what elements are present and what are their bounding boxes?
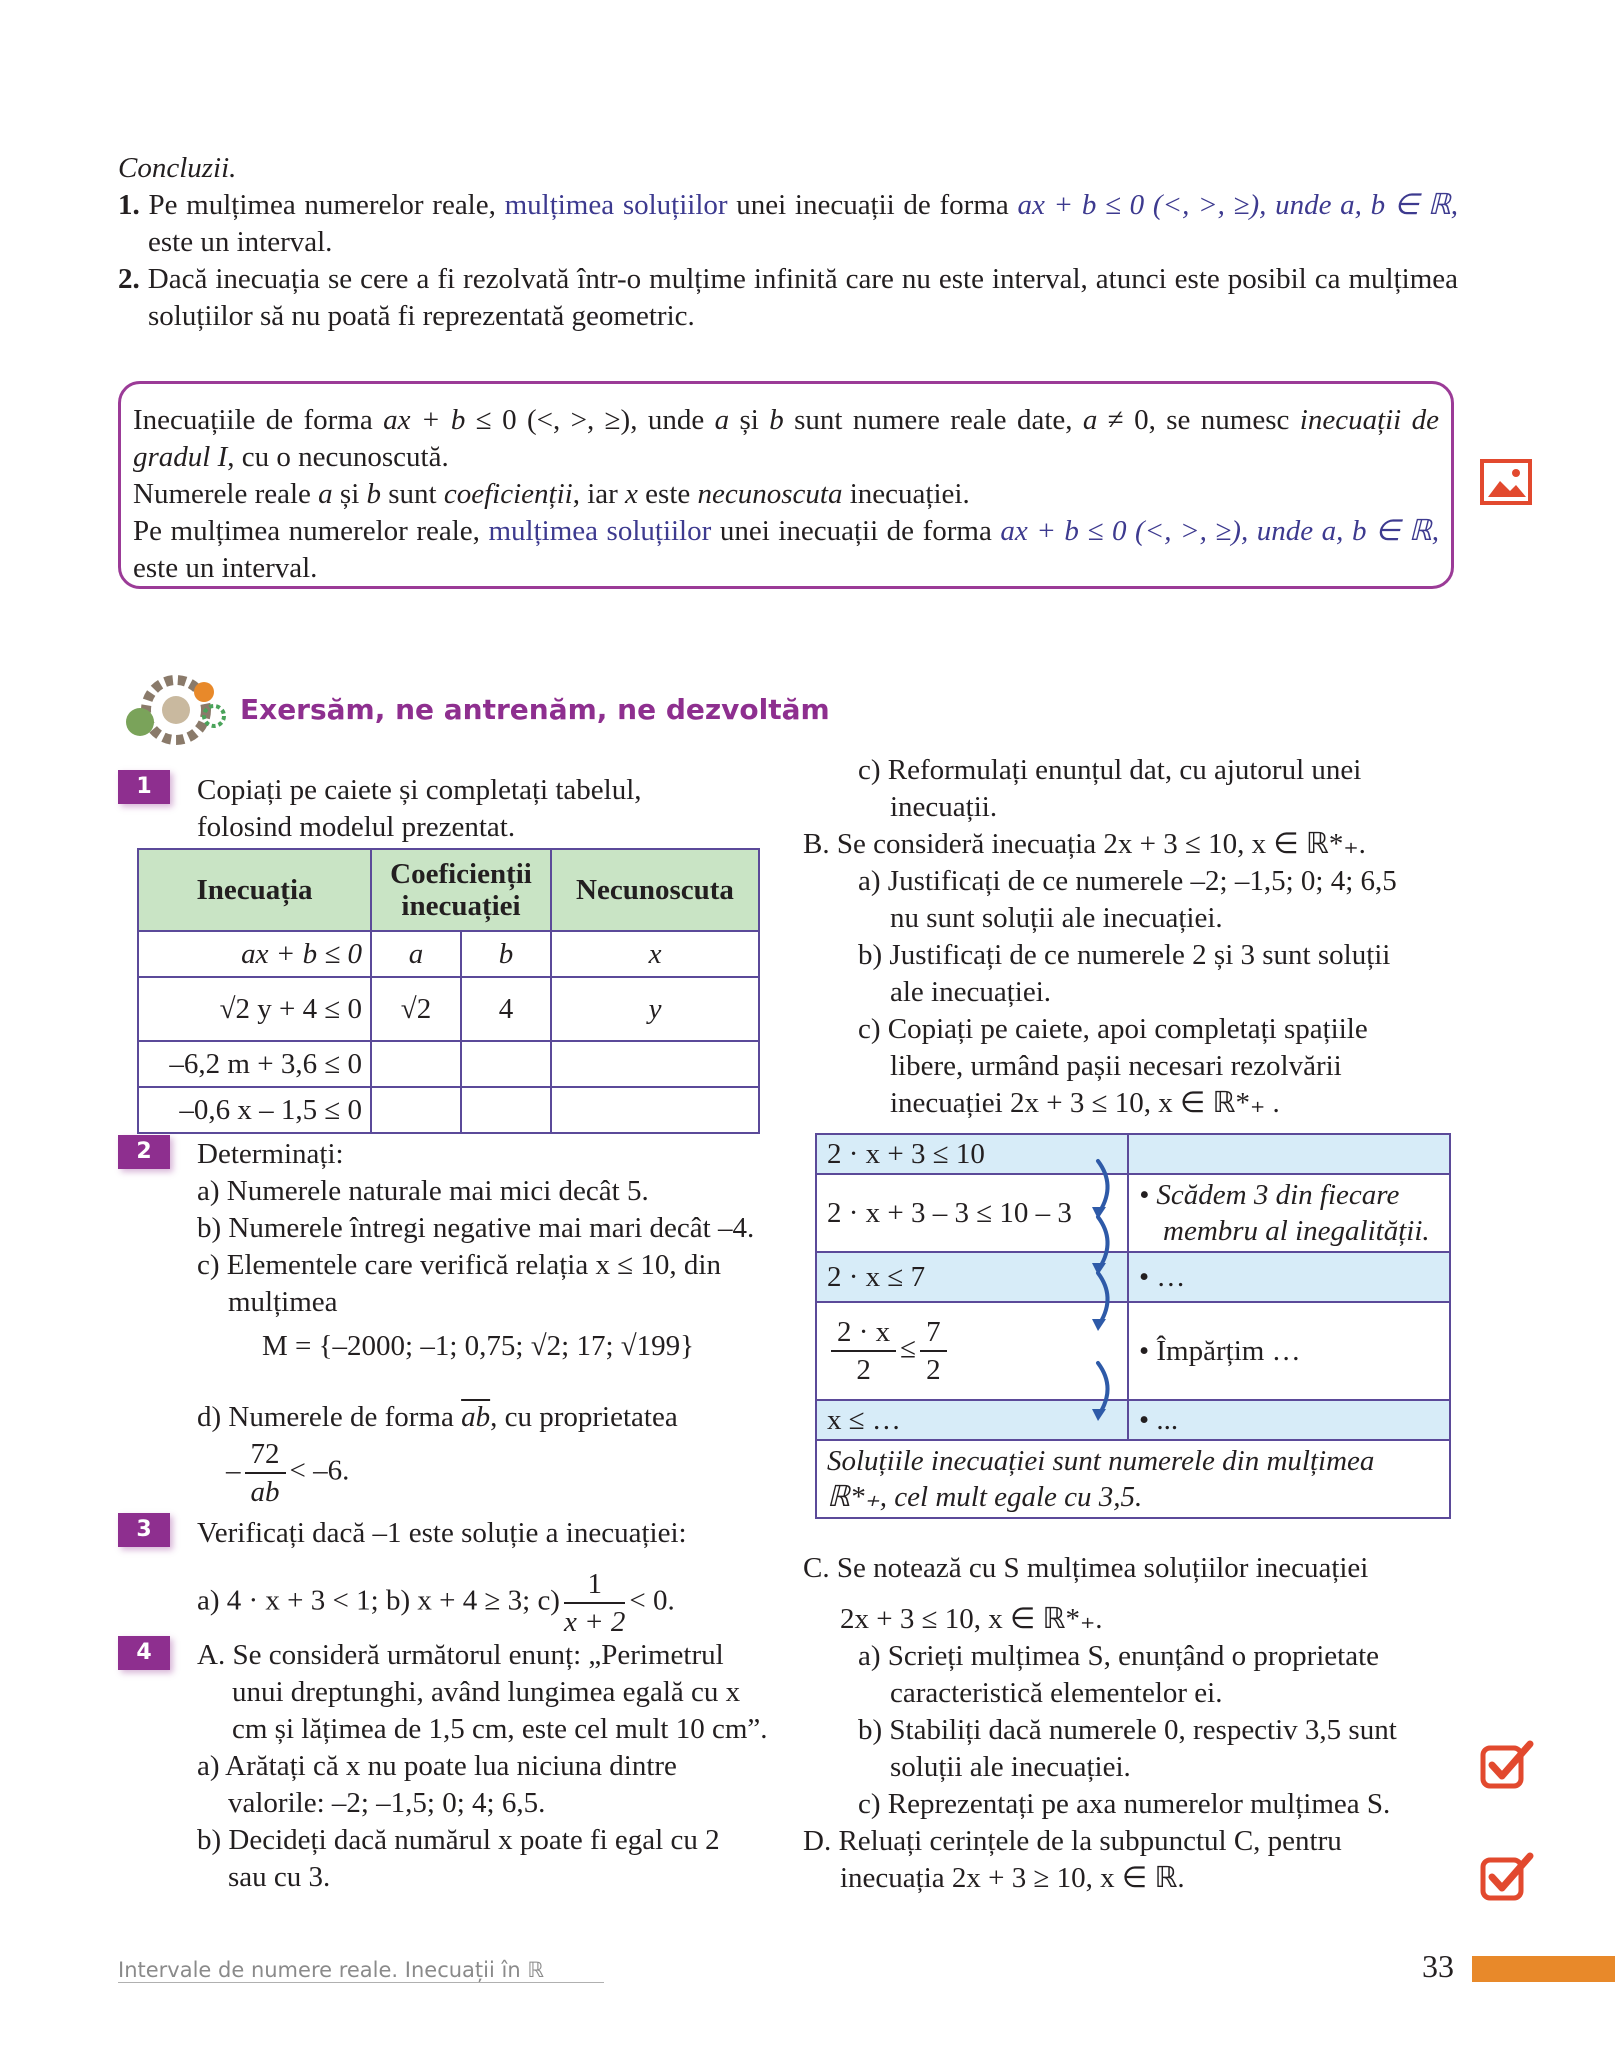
right-Ca-1: a) Scrieți mulțimea S, enunțând o proprietate: [858, 1640, 1380, 1672]
right-c-1: c) Reformulați enunțul dat, cu ajutorul unei: [858, 754, 1362, 786]
ex3-items: a) 4 · x + 3 < 1; b) x + 4 ≥ 3; c) $\frac{1}{x + 2}$ < 0.: [197, 1568, 675, 1638]
ex4-A-2: unui dreptunghi, având lungimea egală cu x: [232, 1676, 741, 1708]
table-row: 2 · x ≤ 7 • …: [816, 1252, 1450, 1302]
right-D-1: D. Reluați cerințele de la subpunctul C, pentru: [803, 1825, 1342, 1857]
ex1-text-2: folosind modelul prezentat.: [197, 811, 516, 843]
right-Ba-1: a) Justificați de ce numerele –2; –1,5; 0; 4; 6,5: [858, 865, 1397, 897]
ex4-a-1: a) Arătați că x nu poate lua niciuna dintre: [197, 1750, 677, 1782]
definition-line-3: Pe mulțimea numerelor reale, mulțimea soluțiilor unei inecuații de forma ax + b ≤ 0 (<, >, ≥), unde a, b ∈ ℝ, este un interval.: [133, 515, 1440, 584]
ex2-item-c-2: mulțimea: [228, 1286, 338, 1318]
right-Bc-2: libere, urmând pașii necesari rezolvării: [890, 1050, 1342, 1082]
step-arrows: [1086, 1155, 1126, 1425]
table-header-unknown: Necunoscuta: [551, 849, 759, 931]
table-row: $\frac{2 \cdot x}{2}$ ≤ $\frac{7}{2}$ • Împărțim …: [816, 1302, 1450, 1400]
ex2-item-a: a) Numerele naturale mai mici decât 5.: [197, 1175, 649, 1207]
ex4-A-1: A. Se consideră următorul enunț: „Perimetrul: [197, 1639, 724, 1671]
footer-title: Intervale de numere reale. Inecuații în ℝ: [118, 1958, 604, 1983]
table-row: 2 · x + 3 – 3 ≤ 10 – 3 • Scădem 3 din fiecare membru al inegalității.: [816, 1174, 1450, 1252]
ex4-A-3: cm și lățimea de 1,5 cm, este cel mult 10 cm”.: [232, 1713, 768, 1745]
ex1-text-1: Copiați pe caiete și completați tabelul,: [197, 774, 642, 806]
table-header-inequation: Inecuația: [138, 849, 371, 931]
page-accent-bar: [1472, 1956, 1615, 1982]
ex2-d-condition: – $\frac{72}{ab}$ < –6.: [226, 1438, 350, 1508]
right-D-2: inecuația 2x + 3 ≥ 10, x ∈ ℝ.: [840, 1862, 1185, 1894]
ex2-item-c: c) Elementele care verifică relația x ≤ 10, din: [197, 1249, 721, 1281]
definition-box: [118, 381, 1454, 589]
conclusions-title: Concluzii.: [118, 152, 237, 184]
check-icon[interactable]: [1480, 1850, 1536, 1902]
conclusions-section: [118, 150, 1458, 335]
ex2-item-b: b) Numerele întregi negative mai mari decât –4.: [197, 1212, 755, 1244]
exercise-number-3: 3: [118, 1513, 170, 1547]
table-row: Soluțiile inecuației sunt numerele din mulțimea ℝ*₊, cel mult egale cu 3,5.: [816, 1440, 1450, 1518]
right-Cc: c) Reprezentați pe axa numerelor mulțimea S.: [858, 1788, 1391, 1820]
table-row: –6,2 m + 3,6 ≤ 0: [138, 1041, 759, 1087]
table-header-coefficients: Coeficienții inecuației: [371, 849, 551, 931]
right-Cb-2: soluții ale inecuației.: [890, 1751, 1131, 1783]
right-Bb-1: b) Justificați de ce numerele 2 și 3 sunt soluții: [858, 939, 1391, 971]
table-row: ax + b ≤ 0 a b x: [138, 931, 759, 977]
conclusion-item-2: 2. Dacă inecuația se cere a fi rezolvată într-o mulțime infinită care nu este interval, atunci este posibil ca mulțimea soluțiilor să nu poată fi reprezentată geometric.: [118, 263, 1459, 332]
ex2-item-d: d) Numerele de forma $\overline{ab}$, cu proprietatea: [197, 1401, 678, 1433]
right-Cb-1: b) Stabiliți dacă numerele 0, respectiv 3,5 sunt: [858, 1714, 1397, 1746]
right-Ba-2: nu sunt soluții ale inecuației.: [890, 902, 1223, 934]
ex2-title: Determinați:: [197, 1138, 344, 1170]
exercise-number-2: 2: [118, 1135, 170, 1169]
definition-line-2: Numerele reale a și b sunt coeficienții, iar x este necunoscuta inecuației.: [133, 478, 970, 510]
exercise-number-4: 4: [118, 1636, 170, 1670]
right-C-1: C. Se notează cu S mulțimea soluțiilor inecuației: [803, 1552, 1369, 1584]
table-row: x ≤ … • ...: [816, 1400, 1450, 1440]
right-Bc-3: inecuației 2x + 3 ≤ 10, x ∈ ℝ*₊ .: [890, 1087, 1280, 1119]
ex4-a-2: valorile: –2; –1,5; 0; 4; 6,5.: [228, 1787, 546, 1819]
coefficients-table: [137, 848, 760, 1134]
ex3-text: Verificați dacă –1 este soluție a inecuației:: [197, 1517, 687, 1549]
right-C-2: 2x + 3 ≤ 10, x ∈ ℝ*₊.: [840, 1603, 1103, 1635]
right-Ca-2: caracteristică elementelor ei.: [890, 1677, 1223, 1709]
gears-icon: [118, 670, 230, 750]
right-Bb-2: ale inecuației.: [890, 976, 1052, 1008]
page-number: 33: [1422, 1948, 1454, 1984]
table-row: √2 y + 4 ≤ 0 √2 4 y: [138, 977, 759, 1041]
check-icon[interactable]: [1480, 1738, 1536, 1790]
table-row: –0,6 x – 1,5 ≤ 0: [138, 1087, 759, 1133]
solving-steps-table: [815, 1133, 1451, 1519]
image-icon[interactable]: [1480, 459, 1532, 505]
ex4-b-2: sau cu 3.: [228, 1861, 331, 1893]
definition-line-1: Inecuațiile de forma ax + b ≤ 0 (<, >, ≥), unde a și b sunt numere reale date, a ≠ 0, se numesc inecuații de gradul I, cu o necunoscută.: [133, 404, 1439, 473]
table-row: 2 · x + 3 ≤ 10: [816, 1134, 1450, 1174]
right-B: B. Se consideră inecuația 2x + 3 ≤ 10, x ∈ ℝ*₊.: [803, 828, 1366, 860]
ex4-b-1: b) Decideți dacă numărul x poate fi egal cu 2: [197, 1824, 720, 1856]
conclusion-item-1: 1. Pe mulțimea numerelor reale, mulțimea soluțiilor unei inecuații de forma ax + b ≤ 0 (<, >, ≥), unde a, b ∈ ℝ, este un interval.: [118, 189, 1459, 258]
exercise-number-1: 1: [118, 770, 170, 804]
exercises-heading: Exersăm, ne antrenăm, ne dezvoltăm: [240, 693, 830, 726]
ex2-set-m: M = {–2000; –1; 0,75; √2; 17; √199}: [262, 1330, 695, 1362]
right-c-2: inecuații.: [890, 791, 998, 823]
right-Bc-1: c) Copiați pe caiete, apoi completați spațiile: [858, 1013, 1368, 1045]
